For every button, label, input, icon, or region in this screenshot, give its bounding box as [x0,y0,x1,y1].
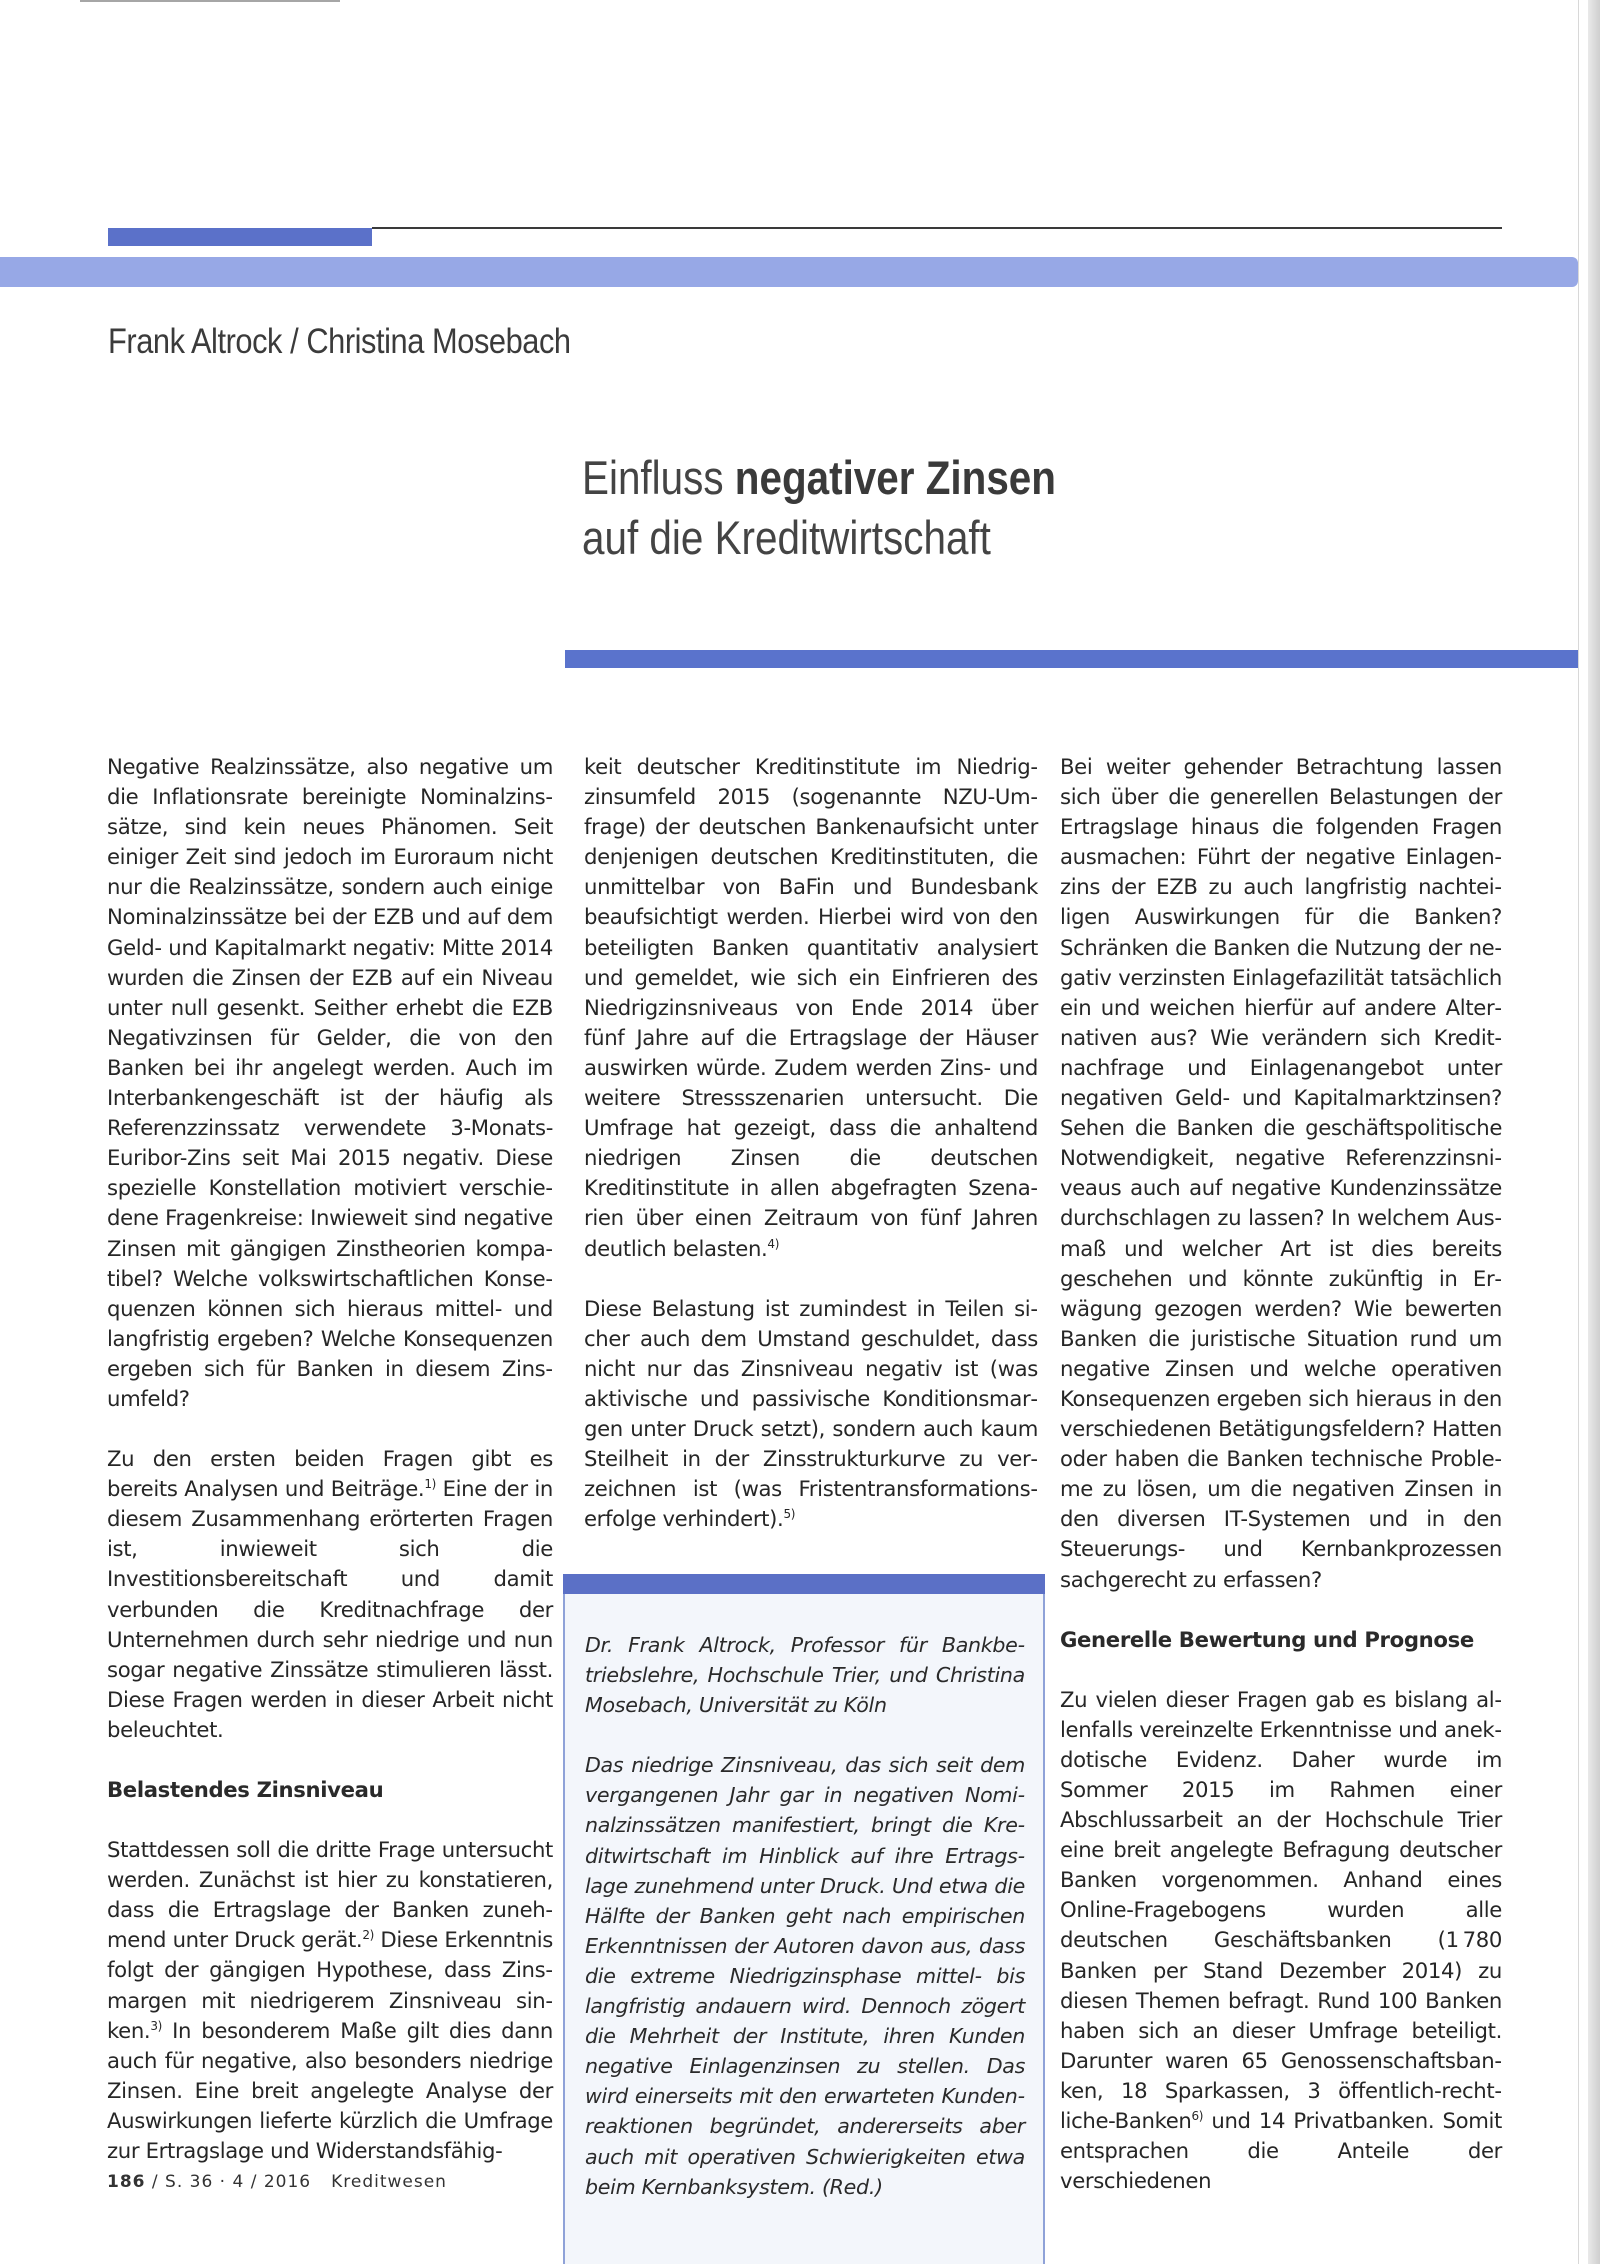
section-heading: Belastendes Zinsniveau [107,1777,384,1802]
paragraph: Bei weiter gehender Betrachtung lassen sich über die generellen Belastungen der Ertragslage hinaus die folgenden Fragen ausmachen: Führt der negative Einlagenzins der EZB zu auch langfristig nachteiligen Auswirkungen für die Banken? Schränken die Banken die Nutzung der negativ verzinsten Einlagefazilität tatsächlich ein und weichen hierfür auf andere Alternativen aus? Wie verändern sich Kreditnachfrage und Einlagenangebot unter negativen Geld- und Kapitalmarktzinsen? Sehen die Banken die geschäftspolitische Notwendigkeit, negative Referenzzinsniveaus auch auf negative Kundenzinssätze durchschlagen zu lassen? In welchem Ausmaß und welcher Art ist dies bereits geschehen und könnte zukünftig in Erwägung gezogen werden? Wie bewerten Banken die juristische Situation rund um negative Zinsen und welche operativen Konsequenzen ergeben sich hieraus in den verschiedenen Betätigungsfeldern? Hatten oder haben die Banken technische Probleme zu lösen, um die negativen Zinsen in den diversen IT-Systemen und in den Steuerungs- und Kernbankprozessen sachgerecht zu erfassen? [1060,754,1502,1592]
title-emphasis: negativer Zinsen [734,451,1056,504]
paragraph: Negative Realzinssätze, also negative um die Inflationsrate bereinigte Nominalzinssätze, sind kein neues Phänomen. Seit einiger Zeit sind jedoch im Euroraum nicht nur die Realzinssätze, sondern auch einige Nominalzinssätze bei der EZB und auf dem Geld- und Kapitalmarkt negativ: Mitte 2014 wurden die Zinsen der EZB auf ein Niveau unter null gesenkt. Seither erhebt die EZB Negativzinsen für Gelder, die von den Banken bei ihr angelegt werden. Auch im Interbankengeschäft ist der häufig als Referenzzinssatz verwendete 3-Monats-Euribor-Zins seit Mai 2015 negativ. Diese spezielle Konstellation motiviert verschiedene Fragenkreise: Inwieweit sind negative Zinsen mit gängigen Zinstheorien kompatibel? Welche volkswirtschaftlichen Konsequenzen können sich hieraus mittel- und langfristig ergeben? Welche Konsequenzen ergeben sich für Banken in diesem Zinsumfeld? [107,754,553,1411]
abstract-top-bar [563,1574,1045,1594]
text-run: Eine der in diesem Zusammenhang erörterten Fragen ist, inwieweit sich die Investitionsbereitschaft und damit verbunden die Kreditnachfrage der Unternehmen durch sehr niedrige und nun sogar negative Zinssätze stimulieren lässt. Diese Fragen werden in dieser Arbeit nicht beleuchtet. [107,1476,553,1742]
footnote-ref: 2) [362,1928,374,1943]
paragraph [107,1444,553,1745]
text-run: In besonderem Maße gilt dies dann auch für negative, also besonders niedrige Zinsen. Eine breit angelegte Analyse der Auswirkungen lieferte kürzlich die Umfrage zur Ertragslage und Widerstandsfähig- [107,2017,553,2164]
section-heading: Generelle Bewertung und Prognose [1060,1626,1474,1652]
issue-info: / S. 36 · 4 / 2016 [145,2172,312,2192]
article-authors: Frank Altrock / Christina Mosebach [108,322,571,361]
footnote-ref: 4) [767,1236,780,1251]
journal-name: Kreditwesen [331,2172,447,2192]
footnote-ref: 6) [1191,2108,1204,2123]
text-run: Diese Erkenntnis folgt der gängigen Hypothese, dass Zinsmargen mit niedrigerem Zinsniveau sinken. [107,1927,553,2043]
footnote-ref: 5) [783,1507,796,1522]
page-edge [1588,0,1600,2264]
page-number: 186 [107,2172,146,2192]
text-run: Zu vielen dieser Fragen gab es bislang allenfalls vereinzelte Erkenntnisse und anekdotische Evidenz. Daher wurde im Sommer 2015 im Rahmen einer Abschlussarbeit an der Hochschule Trier eine breit angelegte Befragung deutscher Banken vorgenommen. Anhand eines Online-Fragebogens wurden alle deutschen Geschäftsbanken (1 780 Banken per Stand Dezember 2014) zu diesen Themen befragt. Rund 100 Banken haben sich an dieser Umfrage beteiligt. Darunter waren 65 Genossenschaftsbanken, 18 Sparkassen, 3 öffentlich-rechtliche-Banken [1060,1686,1502,2134]
paragraph [107,1835,553,2166]
article-title [582,448,1056,568]
author-note: Dr. Frank Altrock, Professor für Bankbetriebslehre, Hochschule Trier, und Christina Mosebach, Universität zu Köln [585,1633,1025,1718]
title-line-1 [582,448,1056,508]
text-run: Diese Belastung ist zumindest in Teilen sicher auch dem Umstand geschuldet, dass nicht nur das Zinsniveau negativ ist (was aktivische und passivische Konditionsmargen unter Druck setzt), sondern auch kaum Steilheit in der Zinsstrukturkurve zu verzeichnen ist (was Fristentransformationserfolge verhindert). [584,1295,1038,1532]
scan-mark [80,0,340,2]
page-edge-line [1578,0,1579,2264]
abstract-box [563,1574,1045,2264]
header-accent-bar [108,228,372,246]
footnote-ref: 3) [150,2018,162,2033]
column-3 [1060,752,1502,2226]
abstract-summary: Das niedrige Zinsniveau, das sich seit dem vergangenen Jahr gar in negativen Nominalzinssätzen manifestiert, bringt die Kreditwirtschaft im Hinblick auf ihre Ertragslage zunehmend unter Druck. Und etwa die Hälfte der Banken geht nach empirischen Erkenntnissen der Autoren davon aus, dass die extreme Niedrigzinsphase mittel- bis langfristig andauern wird. Dennoch zögert die Mehrheit der Institute, ihren Kunden negative Einlagenzinsen zu stellen. Das wird einerseits mit den erwarteten Kundenreaktionen begründet, andererseits aber auch mit operativen Schwierigkeiten etwa beim Kernbanksystem. (Red.) [585,1753,1025,2199]
paragraph [1060,1685,1502,2197]
title-underline-bar [565,650,1578,668]
page-footer [107,2172,447,2192]
text-run: und 14 Privatbanken. Somit entsprachen die Anteile der verschiedenen [1060,2108,1502,2194]
paragraph [584,1294,1038,1535]
paragraph [584,752,1038,1264]
abstract-text [585,1630,1025,2232]
footnote-ref: 1) [424,1477,436,1492]
column-2 [584,752,1038,1564]
header-rule [372,227,1502,229]
column-1 [107,752,553,2196]
title-part-1: Einfluss [582,451,735,504]
text-run: Zu den ersten beiden Fragen gibt es bereits Analysen und Beiträge. [107,1446,553,1502]
text-run: Stattdessen soll die dritte Frage untersucht werden. Zunächst ist hier zu konstatieren, dass die Ertragslage der Banken zunehmend unter Druck gerät. [107,1837,553,1953]
header-band [0,257,1578,287]
text-run: keit deutscher Kreditinstitute im Niedrigzinsumfeld 2015 (sogenannte NZU-Umfrage) der deutschen Bankenaufsicht unter denjenigen deutschen Kreditinstituten, die unmittelbar von BaFin und Bundesbank beaufsichtigt werden. Hierbei wird von den beteiligten Banken quantitativ analysiert und gemeldet, wie sich ein Einfrieren des Niedrigzinsniveaus von Ende 2014 über fünf Jahre auf die Ertragslage der Häuser auswirken würde. Zudem werden Zins- und weitere Stressszenarien untersucht. Die Umfrage hat gezeigt, dass die anhaltend niedrigen Zinsen die deutschen Kreditinstitute in allen abgefragten Szenarien über einen Zeitraum von fünf Jahren deutlich belasten. [584,754,1038,1261]
title-line-2: auf die Kreditwirtschaft [582,511,991,564]
